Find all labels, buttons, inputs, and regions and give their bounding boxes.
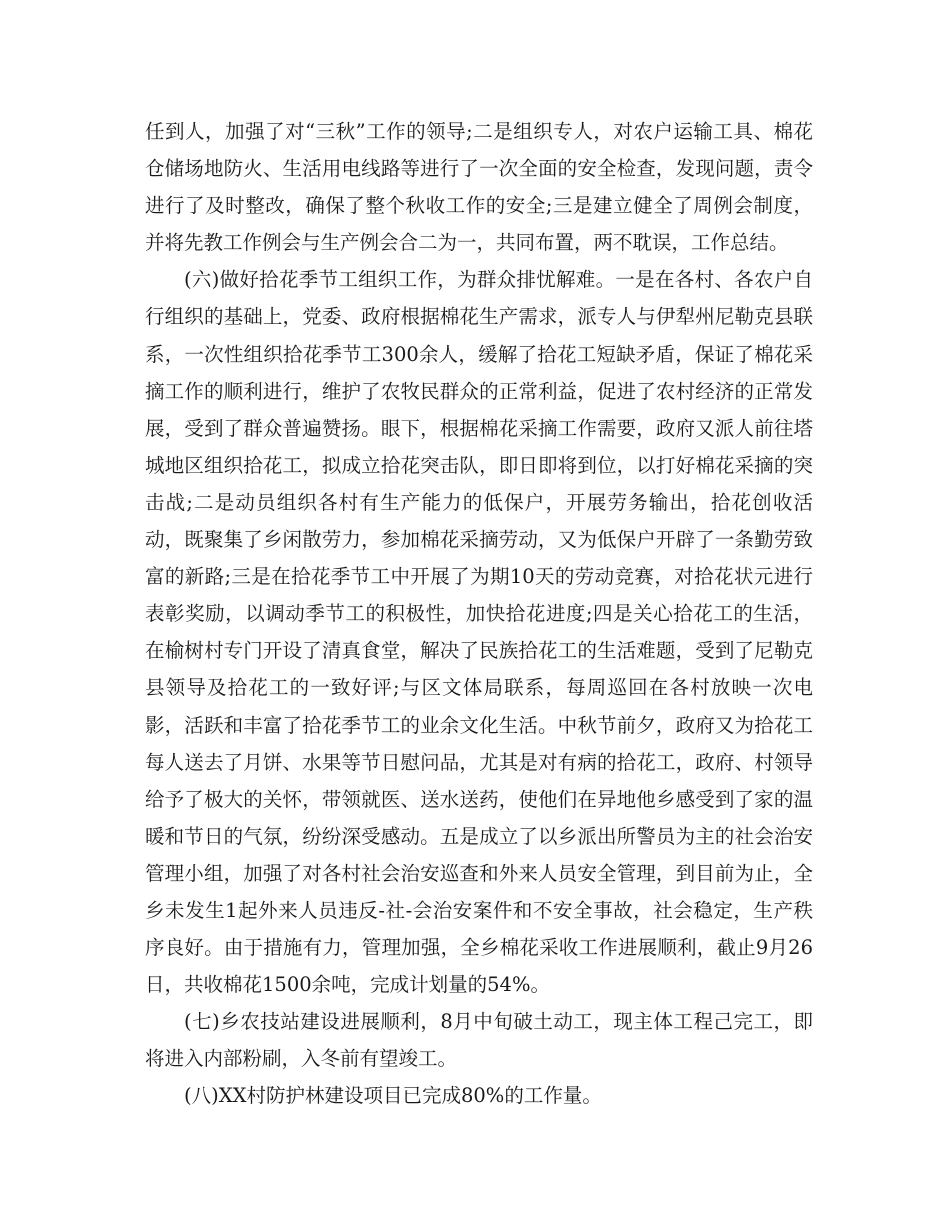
paragraph-section-6: (六)做好拾花季节工组织工作，为群众排忧解难。一是在各村、各农户自行组织的基础上，党委、政府根据棉花生产需求，派专人与伊犁州尼勒克县联系，一次性组织拾花季节工300余人，缓解了拾花工短缺矛盾，保证了棉花采摘工作的顺利进行，维护了农牧民群众的正常利益，促进了农村经济的正常发展，受到了群众普遍赞扬。眼下，根据棉花采摘工作需要，政府又派人前往塔城地区组织拾花工，拟成立拾花突击队，即日即将到位，以打好棉花采摘的突击战;二是动员组织各村有生产能力的低保户，开展劳务输出，拾花创收活动，既聚集了乡闲散劳力，参加棉花采摘劳动，又为低保户开辟了一条勤劳致富的新路;三是在拾花季节工中开展了为期10天的劳动竞赛，对拾花状元进行表彰奖励，以调动季节工的积极性，加快拾花进度;四是关心拾花工的生活，在榆树村专门开设了清真食堂，解决了民族拾花工的生活难题，受到了尼勒克县领导及拾花工的一致好评;与区文体局联系，每周巡回在各村放映一次电影，活跃和丰富了拾花季节工的业余文化生活。中秋节前夕，政府又为拾花工每人送去了月饼、水果等节日慰问品，尤其是对有病的拾花工，政府、村领导给予了极大的关怀，带领就医、送水送药，使他们在异地他乡感受到了家的温暖和节日的气氛，纷纷深受感动。五是成立了以乡派出所警员为主的社会治安管理小组，加强了对各村社会治安巡查和外来人员安全管理，到目前为止，全乡未发生1起外来人员违反-社-会治安案件和不安全事故，社会稳定，生产秩序良好。由于措施有力，管理加强，全乡棉花采收工作进展顺利，截止9月26日，共收棉花1500余吨，完成计划量的54%。 (145, 268, 813, 997)
paragraph-section-7: (七)乡农技站建设进展顺利，8月中旬破土动工，现主体工程己完工，即将进入内部粉刷，入冬前有望竣工。 (145, 1010, 813, 1071)
paragraph-section-8: (八)XX村防护林建设项目已完成80%的工作量。 (184, 1084, 602, 1108)
paragraph-continuation: 任到人，加强了对“三秋”工作的领导;二是组织专人，对农户运输工具、棉花仓储场地防火、生活用电线路等进行了一次全面的安全检查，发现问题，责令进行了及时整改，确保了整个秋收工作的安全;三是建立健全了周例会制度，并将先教工作例会与生产例会合二为一，共同布置，两不耽误，工作总结。 (145, 120, 813, 255)
document-body (145, 113, 813, 1115)
